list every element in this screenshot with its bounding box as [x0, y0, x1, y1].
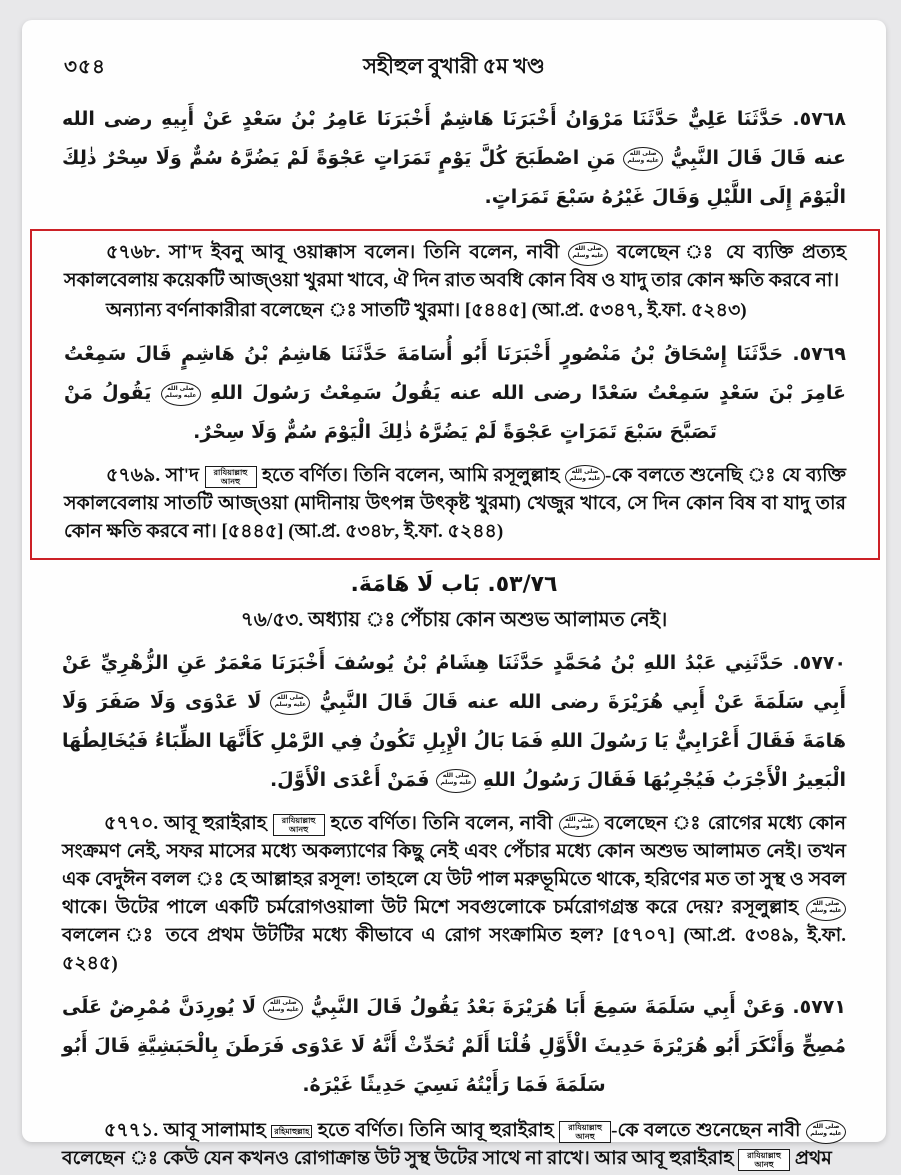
hadith-5771-bangla-part1: ৫৭৭১. আবূ সালামাহ: [104, 1120, 272, 1141]
hadith-5770-arabic: [62, 644, 846, 800]
book-page: [22, 20, 886, 1169]
prophet-seal-icon: صلى الله عليه وسلم: [263, 996, 303, 1020]
prophet-seal-icon: صلى الله عليه وسلم: [806, 897, 846, 921]
book-title: সহীহুল বুখারী ৫ম খণ্ড: [363, 54, 545, 78]
hadith-5768-arabic-part1: ٥٧٦٨. حَدَّثَنَا عَلِيٌّ حَدَّثَنَا مَرْوَانُ أَخْبَرَنَا هَاشِمٌ أَخْبَرَنَا عَامِرُ بْنُ سَعْدٍ عَنْ أَبِيهِ رضى الله عنه قَالَ قَالَ النَّبِيُّ: [62, 108, 846, 169]
hadith-5770-arabic-part3: فَمَنْ أَعْدَى الْأَوَّلَ.: [269, 769, 437, 791]
prophet-seal-icon: صلى الله عليه وسلم: [559, 813, 599, 837]
page-header: [22, 50, 886, 84]
hadith-5770-arabic-part1: ٥٧٧٠. حَدَّثَنِي عَبْدُ اللهِ بْنُ مُحَمَّدٍ حَدَّثَنَا هِشَامُ بْنُ يُوسُفَ أَخْبَرَنَا مَعْمَرٌ عَنِ الزُّهْرِيِّ عَنْ أَبِي سَلَمَةَ عَنْ أَبِي هُرَيْرَةَ رضى الله عنه قَالَ قَالَ النَّبِيُّ: [62, 652, 847, 713]
hadith-5768-arabic-part2: مَنِ اصْطَبَحَ كُلَّ يَوْمٍ تَمَرَاتٍ عَجْوَةً لَمْ يَضُرَّهُ سُمٌّ وَلَا سِحْرٌ ذٰلِكَ الْيَوْمَ إِلَى اللَّيْلِ وَقَالَ غَيْرُهُ سَبْعَ تَمَرَاتٍ.: [62, 147, 846, 208]
narrators-note: অন্যান্য বর্ণনাকারীরা বলেছেন ঃ সাতটি খুরমা। [৫৪৪৫] (আ.প্র. ৫৩৪৭, ই.ফা. ৫২৪৩): [106, 300, 747, 321]
hadith-5771-arabic: [62, 988, 846, 1105]
rahimahullah-stamp: রহিমাহুল্লাহ: [271, 1125, 312, 1138]
radiallahu-anhu-stamp: রাযিয়াল্লাহু আনহু: [273, 814, 325, 836]
hadith-5769-arabic-part2: يَقُولُ مَنْ تَصَبَّحَ سَبْعَ تَمَرَاتٍ عَجْوَةً لَمْ يَضُرَّهُ ذٰلِكَ الْيَوْمَ سُمٌّ وَلَا سِحْرٌ.: [64, 382, 717, 443]
hadith-5771-bangla-part2: হতে বর্ণিত। তিনি আবূ হুরাইরাহ: [312, 1120, 560, 1141]
prophet-seal-icon: صلى الله عليه وسلم: [806, 1120, 846, 1144]
hadith-5771-bangla: [62, 1117, 846, 1173]
hadith-5770-bangla: [62, 810, 846, 978]
prophet-seal-icon: صلى الله عليه وسلم: [270, 691, 310, 715]
hadith-5770-bangla-part3: বলেছেন ঃ রোগের মধ্যে কোন সংক্রমণ নেই, সফর মাসের মধ্যে অকল্যাণের কিছু নেই এবং পেঁচার মধ্যে কোন অশুভ আলামত নেই। তখন এক বেদুঈন বলল ঃ হে আল্লাহর রসূল! তাহলে যে উট পাল মরুভূমিতে থাকে, হরিণের মত তা সুস্থ ও সবল থাকে। উটের পালে একটি চর্মরোগওয়ালা উট মিশে সবগুলোকে চর্মরোগগ্রস্ত করে দেয়? রসূলুল্লাহ: [62, 813, 846, 918]
hadith-5769-bangla-part3: -কে বলতে শুনেছি ঃ যে ব্যক্তি সকালবেলায় সাতটি আজ্ওয়া (মাদীনায় উৎপন্ন উৎকৃষ্ট খুরমা) খেজুর খাবে, সে দিন কোন বিষ বা যাদু তার কোন ক্ষতি করবে না। [৫৪৪৫] (আ.প্র. ৫৩৪৮, ই.ফা. ৫২৪৪): [64, 465, 847, 542]
hadith-5770-bangla-part4: বললেন ঃ তবে প্রথম উটটির মধ্যে কীভাবে এ রোগ সংক্রামিত হল? [৫৭০৭] (আ.প্র. ৫৩৪৯, ই.ফা. ৫২৪৫): [62, 925, 846, 974]
hadith-5769-bangla-part1: ৫৭৬৯. সা'দ: [106, 465, 205, 486]
page-number: ৩৫৪: [64, 56, 106, 78]
hadith-5770-arabic-part2: لَا عَدْوَى وَلَا صَفَرَ وَلَا هَامَةَ فَقَالَ أَعْرَابِيٌّ يَا رَسُولَ اللهِ فَمَا بَالُ الْإِبِلِ تَكُونُ فِي الرَّمْلِ كَأَنَّهَا الظِّبَاءُ فَيُخَالِطُهَا الْبَعِيرُ الْأَجْرَبُ فَيُجْرِبُهَا فَقَالَ رَسُولُ اللهِ: [62, 691, 846, 791]
hadith-5769-arabic: [64, 335, 846, 452]
hadith-5771-bangla-part4: বলেছেন ঃ কেউ যেন কখনও রোগাক্রান্ত উট সুস্থ উটের সাথে না রাখে। আর আবূ হুরাইরাহ: [62, 1148, 739, 1169]
hadith-5771-bangla-part3: -কে বলতে শুনেছেন নাবী: [611, 1120, 807, 1141]
hadith-5771-arabic-part1: ٥٧٧١. وَعَنْ أَبِي سَلَمَةَ سَمِعَ أَبَا هُرَيْرَةَ بَعْدُ يَقُولُ قَالَ النَّبِيُّ: [303, 996, 846, 1018]
prophet-seal-icon: صلى الله عليه وسلم: [436, 769, 476, 793]
prophet-seal-icon: صلى الله عليه وسلم: [161, 382, 201, 406]
hadith-5768-bangla-part1: ৫৭৬৮. সা'দ ইবনু আবূ ওয়াক্কাস বলেন। তিনি বলেন, নাবী: [106, 242, 569, 263]
hadith-5769-bangla-part2: হতে বর্ণিত। তিনি বলেন, আমি রসূলুল্লাহ: [256, 465, 565, 486]
hadith-5768-arabic: [62, 100, 846, 217]
hadith-5770-bangla-part2: হতে বর্ণিত। তিনি বলেন, নাবী: [324, 813, 559, 834]
radiallahu-anhu-stamp: রাযিয়াল্লাহু আনহু: [559, 1121, 611, 1143]
hadith-5769-bangla: [64, 462, 846, 546]
page-content: [22, 100, 886, 1173]
hadith-5771-arabic-part2: لَا يُورِدَنَّ مُمْرِضٌ عَلَى مُصِحٍّ وَأَنْكَرَ أَبُو هُرَيْرَةَ حَدِيثَ الْأَوَّلِ قُلْنَا أَلَمْ تُحَدِّثْ أَنَّهُ لَا عَدْوَى فَرَطَنَ بِالْحَبَشِيَّةِ قَالَ أَبُو سَلَمَةَ فَمَا رَأَيْتُهُ نَسِيَ حَدِيثًا غَيْرَهُ.: [62, 996, 846, 1096]
highlight-box: [30, 229, 880, 560]
chapter-heading-arabic: ٥٣/٧٦. بَاب لَا هَامَةَ.: [350, 572, 558, 597]
radiallahu-anhu-stamp: রাযিয়াল্লাহু আনহু: [205, 466, 257, 488]
prophet-seal-icon: صلى الله عليه وسلم: [623, 147, 663, 171]
hadith-5770-bangla-part1: ৫৭৭০. আবূ হুরাইরাহ: [104, 813, 273, 834]
radiallahu-anhu-stamp: রাযিয়াল্লাহু আনহু: [738, 1149, 790, 1171]
prophet-seal-icon: صلى الله عليه وسلم: [568, 242, 608, 266]
hadith-5769-arabic-part1: ٥٧٦٩. حَدَّثَنَا إِسْحَاقُ بْنُ مَنْصُورٍ أَخْبَرَنَا أَبُو أُسَامَةَ حَدَّثَنَا هَاشِمُ بْنُ هَاشِمٍ قَالَ سَمِعْتُ عَامِرَ بْنَ سَعْدٍ سَمِعْتُ سَعْدًا رضى الله عنه يَقُولُ سَمِعْتُ رَسُولَ اللهِ: [64, 343, 846, 404]
hadith-5771-bangla-part5: প্রথম: [790, 1148, 832, 1169]
chapter-heading-bangla: ৭৬/৫৩. অধ্যায় ঃ পেঁচায় কোন অশুভ আলামত নেই।: [240, 609, 668, 631]
prophet-seal-icon: صلى الله عليه وسلم: [565, 465, 605, 489]
hadith-5768-bangla: [64, 239, 846, 295]
hadith-5768-bangla-part2: বলেছেন ঃ যে ব্যক্তি প্রত্যহ সকালবেলায় কয়েকটি আজ্ওয়া খুরমা খাবে, ঐ দিন রাত অবধি কোন বিষ ও যাদু তার কোন ক্ষতি করবে না।: [64, 242, 846, 291]
